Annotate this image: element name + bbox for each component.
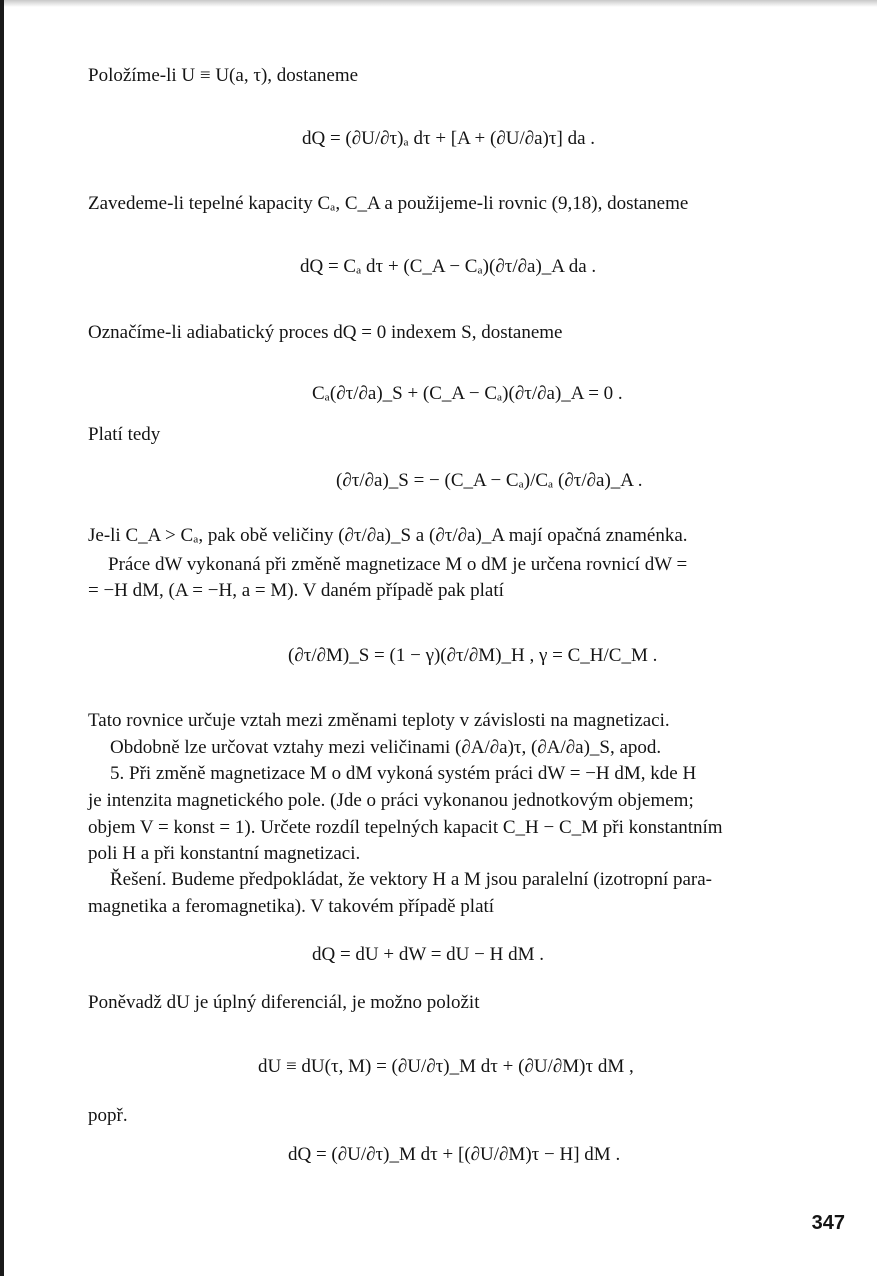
equation-4: (∂τ/∂a)_S = − (C_A − Cₐ)/Cₐ (∂τ/∂a)_A . bbox=[336, 470, 643, 491]
text-line-8: Tato rovnice určuje vztah mezi změnami teploty v závislosti na magnetizaci. bbox=[88, 710, 670, 731]
page-number: 347 bbox=[811, 1212, 845, 1234]
equation-7: dU ≡ dU(τ, M) = (∂U/∂τ)_M dτ + (∂U/∂M)τ dM , bbox=[258, 1056, 634, 1077]
text-line-2: Zavedeme-li tepelné kapacity Cₐ, C_A a použijeme-li rovnic (9,18), dostaneme bbox=[88, 193, 689, 214]
equation-5: (∂τ/∂M)_S = (1 − γ)(∂τ/∂M)_H , γ = C_H/C_M . bbox=[288, 645, 658, 666]
text-line-11: je intenzita magnetického pole. (Jde o práci vykonanou jednotkovým objemem; bbox=[88, 790, 694, 811]
text-line-10: 5. Při změně magnetizace M o dM vykoná systém práci dW = −H dM, kde H bbox=[110, 763, 697, 784]
text-line-3: Označíme-li adiabatický proces dQ = 0 indexem S, dostaneme bbox=[88, 322, 563, 343]
equation-1: dQ = (∂U/∂τ)ₐ dτ + [A + (∂U/∂a)τ] da . bbox=[302, 128, 596, 149]
text-line-16: Poněvadž dU je úplný diferenciál, je možno položit bbox=[88, 992, 480, 1013]
text-line-14: Řešení. Budeme předpokládat, že vektory H a M jsou paralelní (izotropní para- bbox=[110, 869, 712, 890]
text-line-1: Položíme-li U ≡ U(a, τ), dostaneme bbox=[88, 65, 359, 86]
scan-top-shadow bbox=[0, 0, 877, 7]
text-line-4: Platí tedy bbox=[88, 424, 161, 445]
equation-2: dQ = Cₐ dτ + (C_A − Cₐ)(∂τ/∂a)_A da . bbox=[300, 256, 597, 277]
text-line-6: Práce dW vykonaná při změně magnetizace M o dM je určena rovnicí dW = bbox=[108, 554, 688, 575]
equation-8: dQ = (∂U/∂τ)_M dτ + [(∂U/∂M)τ − H] dM . bbox=[288, 1144, 621, 1165]
text-line-12: objem V = konst = 1). Určete rozdíl tepelných kapacit C_H − C_M při konstantním bbox=[88, 817, 723, 838]
scan-page-edge bbox=[0, 0, 4, 1276]
equation-6: dQ = dU + dW = dU − H dM . bbox=[312, 944, 544, 965]
text-line-9: Obdobně lze určovat vztahy mezi veličinami (∂A/∂a)τ, (∂A/∂a)_S, apod. bbox=[110, 737, 662, 758]
text-line-15: magnetika a feromagnetika). V takovém případě platí bbox=[88, 896, 495, 917]
text-line-5: Je-li C_A > Cₐ, pak obě veličiny (∂τ/∂a)_S a (∂τ/∂a)_A mají opačná znaménka. bbox=[88, 525, 688, 546]
text-line-13: poli H a při konstantní magnetizaci. bbox=[88, 843, 361, 864]
text-line-17: popř. bbox=[88, 1105, 128, 1126]
text-line-7: = −H dM, (A = −H, a = M). V daném případě pak platí bbox=[88, 580, 504, 601]
equation-3: Cₐ(∂τ/∂a)_S + (C_A − Cₐ)(∂τ/∂a)_A = 0 . bbox=[312, 383, 623, 404]
